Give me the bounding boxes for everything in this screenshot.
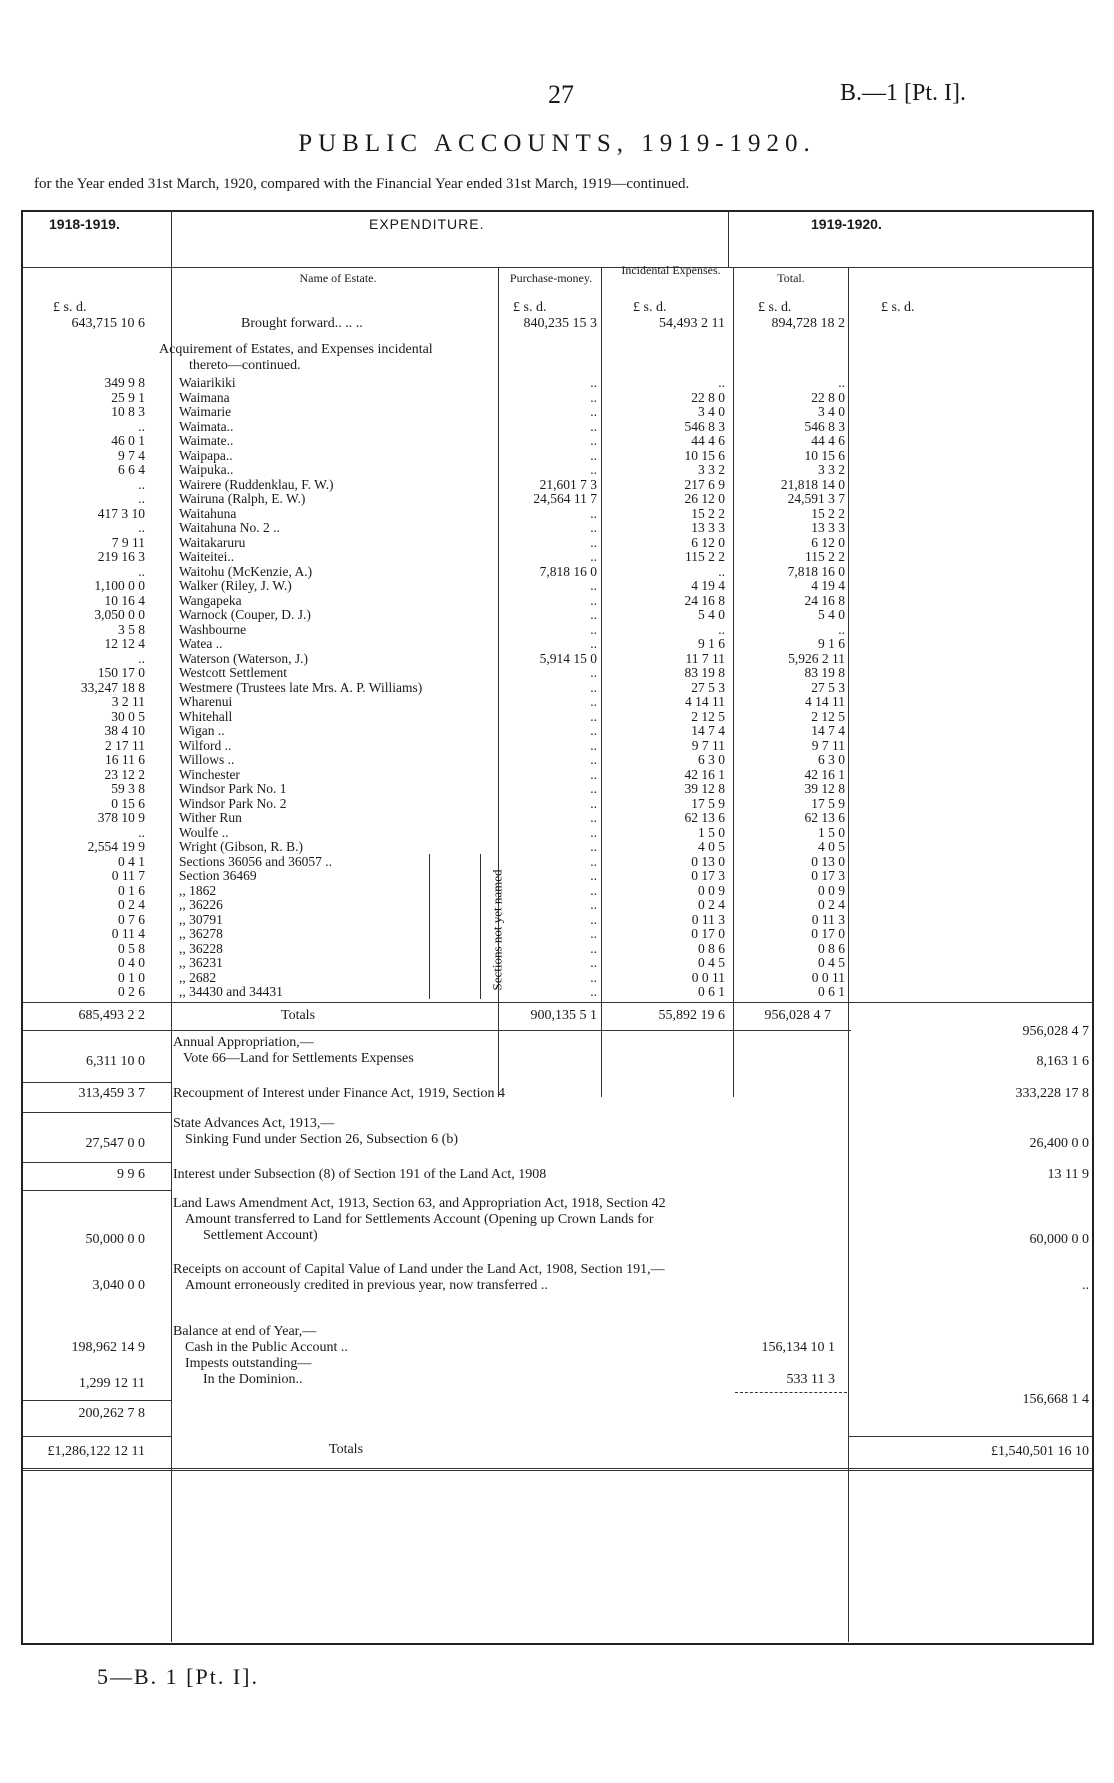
estate-purchase: .. bbox=[590, 853, 597, 869]
lsd-total: £ s. d. bbox=[758, 300, 792, 315]
item-4-prev: 9 9 6 bbox=[117, 1167, 145, 1182]
estate-prev: 3 2 11 bbox=[111, 694, 145, 709]
estate-incidental: 1 5 0 bbox=[698, 824, 725, 840]
estate-name: Willows .. bbox=[179, 752, 235, 767]
estate-prev: 2,554 19 9 bbox=[87, 839, 145, 854]
estate-incidental: 0 2 4 bbox=[698, 897, 725, 912]
estate-total: 15 2 2 bbox=[811, 505, 845, 521]
totals-cur: 956,028 4 7 bbox=[1022, 1024, 1089, 1039]
item-1-text1: Annual Appropriation,— bbox=[173, 1035, 314, 1050]
header-incidental: Incidental Expenses. bbox=[621, 263, 721, 277]
header-divider-v bbox=[728, 212, 729, 267]
estate-incidental: 83 19 8 bbox=[684, 665, 725, 680]
estate-purchase: .. bbox=[590, 418, 597, 434]
estate-purchase: .. bbox=[590, 404, 597, 419]
estate-purchase: .. bbox=[590, 665, 597, 680]
item-4-text1: Interest under Subsection (8) of Section 191 of the Land Act, 1908 bbox=[173, 1167, 547, 1182]
estate-prev: 0 11 7 bbox=[111, 868, 145, 883]
estate-total: .. bbox=[838, 621, 845, 637]
estate-name: Watea .. bbox=[179, 636, 223, 651]
estate-prev: 378 10 9 bbox=[97, 810, 145, 825]
estate-incidental: 0 4 5 bbox=[698, 955, 725, 970]
estate-name: Wharenui bbox=[179, 694, 233, 709]
estate-incidental: 22 8 0 bbox=[691, 389, 725, 405]
item-1-text2: Vote 66—Land for Settlements Expenses bbox=[183, 1051, 414, 1066]
estate-prev: 23 12 2 bbox=[104, 766, 145, 782]
estate-incidental: 9 1 6 bbox=[698, 636, 725, 651]
estate-total: 39 12 8 bbox=[804, 781, 845, 796]
estate-prev: 30 0 5 bbox=[111, 708, 145, 724]
estate-prev: 6 6 4 bbox=[118, 462, 145, 477]
estate-total: 4 19 4 bbox=[811, 578, 845, 593]
item-3-text1: State Advances Act, 1913,— bbox=[173, 1116, 335, 1131]
estate-total: 13 3 3 bbox=[811, 520, 845, 535]
estate-total: 44 4 6 bbox=[811, 433, 845, 448]
estate-total: 0 4 5 bbox=[818, 955, 845, 970]
item-2-prev: 313,459 3 7 bbox=[78, 1086, 145, 1101]
estate-total: 0 0 9 bbox=[818, 882, 845, 898]
estate-purchase: .. bbox=[590, 708, 597, 724]
estate-prev: 0 4 1 bbox=[118, 853, 145, 869]
estate-name: Waimate.. bbox=[179, 433, 234, 448]
estate-name: Westmere (Trustees late Mrs. A. P. Williams) bbox=[179, 679, 423, 695]
estate-incidental: 14 7 4 bbox=[691, 723, 725, 738]
estate-name: Waiteitei.. bbox=[179, 549, 235, 564]
section-heading-continued: thereto—continued. bbox=[189, 358, 301, 373]
estate-total: 24,591 3 7 bbox=[787, 491, 845, 506]
estate-purchase: .. bbox=[590, 940, 597, 956]
estate-prev: 0 11 4 bbox=[111, 926, 145, 941]
estate-name: Washbourne bbox=[179, 621, 247, 637]
item-6-text2: Amount erroneously credited in previous year, now transferred .. bbox=[185, 1278, 548, 1293]
estate-incidental: 26 12 0 bbox=[684, 491, 725, 506]
estate-prev: 0 4 0 bbox=[118, 955, 145, 970]
estate-incidental: 0 11 3 bbox=[691, 911, 725, 927]
estate-name: Whitehall bbox=[179, 708, 233, 724]
estate-name: ,, 2682 bbox=[179, 969, 217, 985]
estate-purchase: .. bbox=[590, 578, 597, 593]
estate-incidental: 11 7 11 bbox=[685, 650, 725, 666]
estate-total: 0 6 1 bbox=[818, 984, 845, 999]
estate-purchase: .. bbox=[590, 694, 597, 709]
estate-incidental: 42 16 1 bbox=[684, 766, 725, 782]
grand-total-cur: £1,540,501 16 10 bbox=[991, 1444, 1089, 1459]
estate-purchase: .. bbox=[590, 679, 597, 695]
totals-total: 956,028 4 7 bbox=[764, 1008, 831, 1023]
lsd-purchase: £ s. d. bbox=[513, 300, 547, 315]
estate-prev: 0 1 6 bbox=[118, 882, 145, 898]
header-expenditure: EXPENDITURE. bbox=[369, 216, 485, 232]
estate-total: 24 16 8 bbox=[804, 592, 845, 608]
estate-incidental: 6 12 0 bbox=[691, 534, 725, 550]
balance-sum-prev: 200,262 7 8 bbox=[78, 1406, 145, 1421]
item-6-prev: 3,040 0 0 bbox=[92, 1278, 145, 1293]
estate-prev: 3,050 0 0 bbox=[94, 607, 145, 622]
item-5-prev: 50,000 0 0 bbox=[85, 1232, 145, 1247]
grand-total-label: Totals bbox=[329, 1442, 364, 1457]
estate-prev: 16 11 6 bbox=[105, 752, 145, 767]
header-year-cur: 1919-1920. bbox=[811, 216, 882, 232]
estate-purchase: .. bbox=[590, 621, 597, 637]
estate-prev: 0 2 4 bbox=[118, 897, 145, 912]
estate-purchase: 21,601 7 3 bbox=[539, 476, 597, 492]
totals-bottom-line bbox=[23, 1030, 851, 1031]
balance-title: Balance at end of Year,— bbox=[173, 1324, 317, 1339]
balance-dominion-total: 533 11 3 bbox=[786, 1372, 835, 1387]
estate-total: .. bbox=[838, 375, 845, 390]
estate-name: Sections 36056 and 36057 .. bbox=[179, 853, 332, 869]
estate-name: Waimana bbox=[179, 389, 230, 405]
section-heading: Acquirement of Estates, and Expenses incidental bbox=[159, 342, 433, 357]
totals-incidental: 55,892 19 6 bbox=[658, 1008, 725, 1023]
estate-name: ,, 34430 and 34431 bbox=[179, 984, 283, 999]
estate-incidental: 9 7 11 bbox=[691, 737, 725, 753]
estate-prev: 0 1 0 bbox=[118, 969, 145, 985]
estate-total: 62 13 6 bbox=[804, 810, 845, 825]
estate-purchase: .. bbox=[590, 607, 597, 622]
estate-purchase: .. bbox=[590, 911, 597, 927]
estate-incidental: 3 3 2 bbox=[698, 462, 725, 477]
estate-incidental: 10 15 6 bbox=[684, 447, 725, 463]
estate-name: ,, 1862 bbox=[179, 882, 217, 898]
row-divider bbox=[23, 1468, 1092, 1471]
estate-purchase: 24,564 11 7 bbox=[533, 491, 597, 506]
estate-purchase: .. bbox=[590, 839, 597, 854]
item-5-cur: 60,000 0 0 bbox=[1029, 1232, 1089, 1247]
estate-name: Waipuka.. bbox=[179, 462, 234, 477]
estate-prev: .. bbox=[138, 650, 145, 666]
estate-name: Waimata.. bbox=[179, 418, 234, 434]
estate-incidental: 39 12 8 bbox=[684, 781, 725, 796]
item-5-text2: Amount transferred to Land for Settlements Account (Opening up Crown Lands for bbox=[185, 1212, 654, 1227]
estate-total: 4 14 11 bbox=[805, 694, 845, 709]
brought-forward-label: Brought forward.. .. .. bbox=[241, 316, 363, 331]
col-divider-incidental bbox=[601, 267, 602, 1097]
balance-cash-total: 156,134 10 1 bbox=[761, 1340, 835, 1355]
estate-total: 6 12 0 bbox=[811, 534, 845, 550]
estate-name: Wright (Gibson, R. B.) bbox=[179, 839, 303, 854]
estate-total: 0 17 3 bbox=[811, 868, 845, 883]
estate-total: 10 15 6 bbox=[804, 447, 845, 463]
estate-total: 4 0 5 bbox=[818, 839, 845, 854]
estate-incidental: 4 19 4 bbox=[691, 578, 725, 593]
estate-total: 42 16 1 bbox=[804, 766, 845, 782]
item-3-cur: 26,400 0 0 bbox=[1029, 1136, 1089, 1151]
estate-incidental: 62 13 6 bbox=[684, 810, 725, 825]
estate-name: Wairere (Ruddenklau, F. W.) bbox=[179, 476, 334, 492]
estate-incidental: 15 2 2 bbox=[691, 505, 725, 521]
estate-prev: .. bbox=[138, 520, 145, 535]
estate-purchase: .. bbox=[590, 462, 597, 477]
estate-purchase: .. bbox=[590, 389, 597, 405]
estate-purchase: .. bbox=[590, 795, 597, 811]
estate-total: 22 8 0 bbox=[811, 389, 845, 405]
estate-prev: 7 9 11 bbox=[111, 534, 145, 550]
estate-purchase: .. bbox=[590, 824, 597, 840]
balance-dominion-prev: 1,299 12 11 bbox=[79, 1376, 145, 1391]
estate-prev: 9 7 4 bbox=[118, 447, 145, 463]
row-divider bbox=[735, 1392, 847, 1393]
estate-total: 21,818 14 0 bbox=[780, 476, 845, 492]
estate-incidental: 0 0 9 bbox=[698, 882, 725, 898]
estate-prev: 10 8 3 bbox=[111, 404, 145, 419]
estate-total: 14 7 4 bbox=[811, 723, 845, 738]
estate-name: Windsor Park No. 1 bbox=[179, 781, 287, 796]
estate-prev: .. bbox=[138, 418, 145, 434]
estate-prev: 12 12 4 bbox=[104, 636, 145, 651]
estate-purchase: .. bbox=[590, 737, 597, 753]
estate-prev: 219 16 3 bbox=[97, 549, 145, 564]
totals-top-line bbox=[23, 1002, 1092, 1003]
item-5-text1: Land Laws Amendment Act, 1913, Section 63, and Appropriation Act, 1918, Section 42 bbox=[173, 1196, 666, 1211]
estate-name: Waterson (Waterson, J.) bbox=[179, 650, 309, 666]
estate-prev: 33,247 18 8 bbox=[80, 679, 145, 695]
estate-total: 0 8 6 bbox=[818, 940, 845, 956]
estate-total: 5 4 0 bbox=[818, 607, 845, 622]
estate-purchase: .. bbox=[590, 549, 597, 564]
brought-forward-total: 894,728 18 2 bbox=[771, 316, 845, 331]
balance-dominion-label: In the Dominion.. bbox=[203, 1372, 303, 1387]
estate-prev: .. bbox=[138, 476, 145, 492]
estate-name: Walker (Riley, J. W.) bbox=[179, 578, 292, 593]
estate-total: 9 1 6 bbox=[818, 636, 845, 651]
estate-total: 6 3 0 bbox=[818, 752, 845, 767]
estate-incidental: 6 3 0 bbox=[698, 752, 725, 767]
estate-total: 546 8 3 bbox=[804, 418, 845, 434]
estate-purchase: .. bbox=[590, 723, 597, 738]
grand-total-prev: £1,286,122 12 11 bbox=[47, 1444, 145, 1459]
estate-purchase: .. bbox=[590, 781, 597, 796]
estate-name: ,, 36231 bbox=[179, 955, 223, 970]
totals-label: Totals bbox=[281, 1008, 316, 1023]
estate-purchase: .. bbox=[590, 868, 597, 883]
estate-name: Wangapeka bbox=[179, 592, 242, 608]
totals-purchase: 900,135 5 1 bbox=[530, 1008, 597, 1023]
row-divider bbox=[23, 1190, 171, 1191]
estate-purchase: .. bbox=[590, 520, 597, 535]
estate-total: 3 3 2 bbox=[818, 462, 845, 477]
estate-name: Westcott Settlement bbox=[179, 665, 288, 680]
estate-name: Waiarikiki bbox=[179, 375, 236, 390]
estate-prev: 59 3 8 bbox=[111, 781, 145, 796]
item-4-cur: 13 11 9 bbox=[1047, 1167, 1089, 1182]
item-2-cur: 333,228 17 8 bbox=[1015, 1086, 1089, 1101]
estate-purchase: .. bbox=[590, 752, 597, 767]
page-title: PUBLIC ACCOUNTS, 1919-1920. bbox=[298, 130, 816, 157]
estate-name: Waitahuna bbox=[179, 505, 237, 521]
estate-incidental: 546 8 3 bbox=[684, 418, 725, 434]
header-purchase-money: Purchase-money. bbox=[509, 271, 593, 285]
estate-prev: .. bbox=[138, 824, 145, 840]
estate-name: Woulfe .. bbox=[179, 824, 229, 840]
estate-purchase: .. bbox=[590, 882, 597, 898]
estate-total: 0 2 4 bbox=[818, 897, 845, 912]
estate-purchase: .. bbox=[590, 897, 597, 912]
estate-purchase: .. bbox=[590, 433, 597, 448]
item-6-text1: Receipts on account of Capital Value of Land under the Land Act, 1908, Section 191,— bbox=[173, 1262, 665, 1277]
estate-total: 0 11 3 bbox=[811, 911, 845, 927]
estate-prev: 46 0 1 bbox=[111, 433, 145, 448]
estate-incidental: 0 0 11 bbox=[691, 969, 725, 985]
estate-total: 7,818 16 0 bbox=[787, 563, 845, 579]
estate-total: 0 13 0 bbox=[811, 853, 845, 869]
header-total: Total. bbox=[777, 271, 805, 285]
estate-prev: 0 2 6 bbox=[118, 984, 145, 999]
estate-incidental: 217 6 9 bbox=[684, 476, 725, 492]
estate-prev: 0 7 6 bbox=[118, 911, 145, 927]
estate-total: 0 0 11 bbox=[811, 969, 845, 985]
estate-prev: 38 4 10 bbox=[104, 723, 145, 738]
balance-sum-cur: 156,668 1 4 bbox=[1022, 1392, 1089, 1407]
estate-prev: 417 3 10 bbox=[97, 505, 145, 521]
estate-total: 27 5 3 bbox=[811, 679, 845, 695]
estate-prev: 3 5 8 bbox=[118, 621, 145, 637]
estate-total: 115 2 2 bbox=[805, 549, 845, 564]
col-divider-total bbox=[733, 267, 734, 1097]
estate-purchase: .. bbox=[590, 447, 597, 463]
item-3-text2: Sinking Fund under Section 26, Subsection 6 (b) bbox=[185, 1132, 458, 1147]
estate-incidental: 4 0 5 bbox=[698, 839, 725, 854]
estate-total: 5,926 2 11 bbox=[788, 650, 845, 666]
row-divider bbox=[23, 1082, 171, 1083]
estate-total: 3 4 0 bbox=[818, 404, 845, 419]
header-year-prev: 1918-1919. bbox=[49, 216, 120, 232]
estate-purchase: .. bbox=[590, 534, 597, 550]
estate-incidental: 44 4 6 bbox=[691, 433, 725, 448]
estate-prev: .. bbox=[138, 563, 145, 579]
brought-forward-prev: 643,715 10 6 bbox=[71, 316, 145, 331]
estate-incidental: 13 3 3 bbox=[691, 520, 725, 535]
item-6-cur: .. bbox=[1082, 1278, 1089, 1293]
estate-incidental: .. bbox=[718, 621, 725, 637]
lsd-incidental: £ s. d. bbox=[633, 300, 667, 315]
estate-prev: 150 17 0 bbox=[97, 665, 145, 680]
estate-purchase: .. bbox=[590, 592, 597, 608]
estate-purchase: .. bbox=[590, 969, 597, 985]
estate-incidental: 0 13 0 bbox=[691, 853, 725, 869]
estate-purchase: 5,914 15 0 bbox=[539, 650, 597, 666]
page-number: 27 bbox=[548, 80, 574, 109]
estate-incidental: 5 4 0 bbox=[698, 607, 725, 622]
sections-bracket bbox=[429, 854, 481, 999]
estate-incidental: 0 17 3 bbox=[691, 868, 725, 883]
brought-forward-incidental: 54,493 2 11 bbox=[659, 316, 725, 331]
estate-prev: 10 16 4 bbox=[104, 592, 145, 608]
estate-prev: 0 5 8 bbox=[118, 940, 145, 956]
header-name-of-estate: Name of Estate. bbox=[299, 271, 377, 285]
row-divider bbox=[23, 1400, 171, 1401]
item-1-prev: 6,311 10 0 bbox=[86, 1054, 145, 1069]
estate-purchase: .. bbox=[590, 766, 597, 782]
totals-prev: 685,493 2 2 bbox=[78, 1008, 145, 1023]
estate-prev: 2 17 11 bbox=[105, 737, 145, 753]
estate-name: Winchester bbox=[179, 766, 240, 782]
estate-name: Wilford .. bbox=[179, 737, 232, 753]
document-reference: B.—1 [Pt. I]. bbox=[840, 80, 966, 106]
estate-name: ,, 30791 bbox=[179, 911, 223, 927]
item-2-text1: Recoupment of Interest under Finance Act, 1919, Section 4 bbox=[173, 1086, 506, 1101]
estate-total: 2 12 5 bbox=[811, 708, 845, 724]
sections-not-yet-named: Sections not yet named bbox=[489, 869, 505, 991]
item-3-prev: 27,547 0 0 bbox=[85, 1136, 145, 1151]
estate-incidental: 3 4 0 bbox=[698, 404, 725, 419]
estate-incidental: 4 14 11 bbox=[685, 694, 725, 709]
estate-prev: 1,100 0 0 bbox=[94, 578, 145, 593]
estate-incidental: 27 5 3 bbox=[691, 679, 725, 695]
estate-prev: .. bbox=[138, 491, 145, 506]
estate-total: 0 17 0 bbox=[811, 926, 845, 941]
estate-total: 83 19 8 bbox=[804, 665, 845, 680]
estate-name: Waipapa.. bbox=[179, 447, 233, 463]
estate-prev: 25 9 1 bbox=[111, 389, 145, 405]
estate-incidental: 0 6 1 bbox=[698, 984, 725, 999]
estate-incidental: .. bbox=[718, 563, 725, 579]
estate-name: Wither Run bbox=[179, 810, 242, 825]
estate-purchase: .. bbox=[590, 636, 597, 651]
page-subtitle: for the Year ended 31st March, 1920, compared with the Financial Year ended 31st March, 1919—continued. bbox=[34, 176, 690, 192]
estate-name: Section 36469 bbox=[179, 868, 257, 883]
estate-incidental: .. bbox=[718, 375, 725, 390]
estate-name: Waitohu (McKenzie, A.) bbox=[179, 563, 313, 579]
balance-cash-label: Cash in the Public Account .. bbox=[185, 1340, 348, 1355]
estate-name: Windsor Park No. 2 bbox=[179, 795, 287, 811]
estate-incidental: 2 12 5 bbox=[691, 708, 725, 724]
estate-total: 17 5 9 bbox=[811, 795, 845, 811]
expenditure-table bbox=[21, 210, 1094, 1645]
estate-prev: 0 15 6 bbox=[111, 795, 145, 811]
estate-incidental: 17 5 9 bbox=[691, 795, 725, 811]
estate-purchase: .. bbox=[590, 955, 597, 970]
estate-name: ,, 36226 bbox=[179, 897, 223, 912]
estate-purchase: .. bbox=[590, 810, 597, 825]
row-divider bbox=[23, 1112, 171, 1113]
lsd-prev: £ s. d. bbox=[53, 300, 87, 315]
estate-incidental: 0 8 6 bbox=[698, 940, 725, 956]
estate-purchase: .. bbox=[590, 926, 597, 941]
estate-purchase: .. bbox=[590, 505, 597, 521]
lsd-cur: £ s. d. bbox=[881, 300, 915, 315]
estate-incidental: 115 2 2 bbox=[685, 549, 725, 564]
estate-purchase: .. bbox=[590, 984, 597, 999]
item-5-text3: Settlement Account) bbox=[203, 1228, 318, 1243]
footer-reference: 5—B. 1 [Pt. I]. bbox=[97, 1664, 259, 1689]
estate-name: ,, 36228 bbox=[179, 940, 223, 956]
estate-incidental: 24 16 8 bbox=[684, 592, 725, 608]
estate-name: Wigan .. bbox=[179, 723, 225, 738]
balance-cash-prev: 198,962 14 9 bbox=[71, 1340, 145, 1355]
row-divider bbox=[23, 1436, 171, 1437]
estate-name: ,, 36278 bbox=[179, 926, 223, 941]
estate-name: Waimarie bbox=[179, 404, 232, 419]
estate-name: Waitahuna No. 2 .. bbox=[179, 520, 280, 535]
estate-name: Warnock (Couper, D. J.) bbox=[179, 607, 311, 622]
estate-total: 9 7 11 bbox=[811, 737, 845, 753]
estate-name: Waitakaruru bbox=[179, 534, 246, 550]
balance-imprest-label: Impests outstanding— bbox=[185, 1356, 312, 1371]
header-divider bbox=[23, 267, 1092, 268]
estate-purchase: .. bbox=[590, 375, 597, 390]
estate-purchase: 7,818 16 0 bbox=[539, 563, 597, 579]
row-divider bbox=[848, 1436, 1092, 1437]
brought-forward-purchase: 840,235 15 3 bbox=[523, 316, 597, 331]
item-1-cur: 8,163 1 6 bbox=[1036, 1054, 1089, 1069]
estate-name: Wairuna (Ralph, E. W.) bbox=[179, 491, 306, 506]
row-divider bbox=[23, 1162, 171, 1163]
estate-incidental: 0 17 0 bbox=[691, 926, 725, 941]
estate-prev: 349 9 8 bbox=[104, 375, 145, 390]
estate-total: 1 5 0 bbox=[818, 824, 845, 840]
